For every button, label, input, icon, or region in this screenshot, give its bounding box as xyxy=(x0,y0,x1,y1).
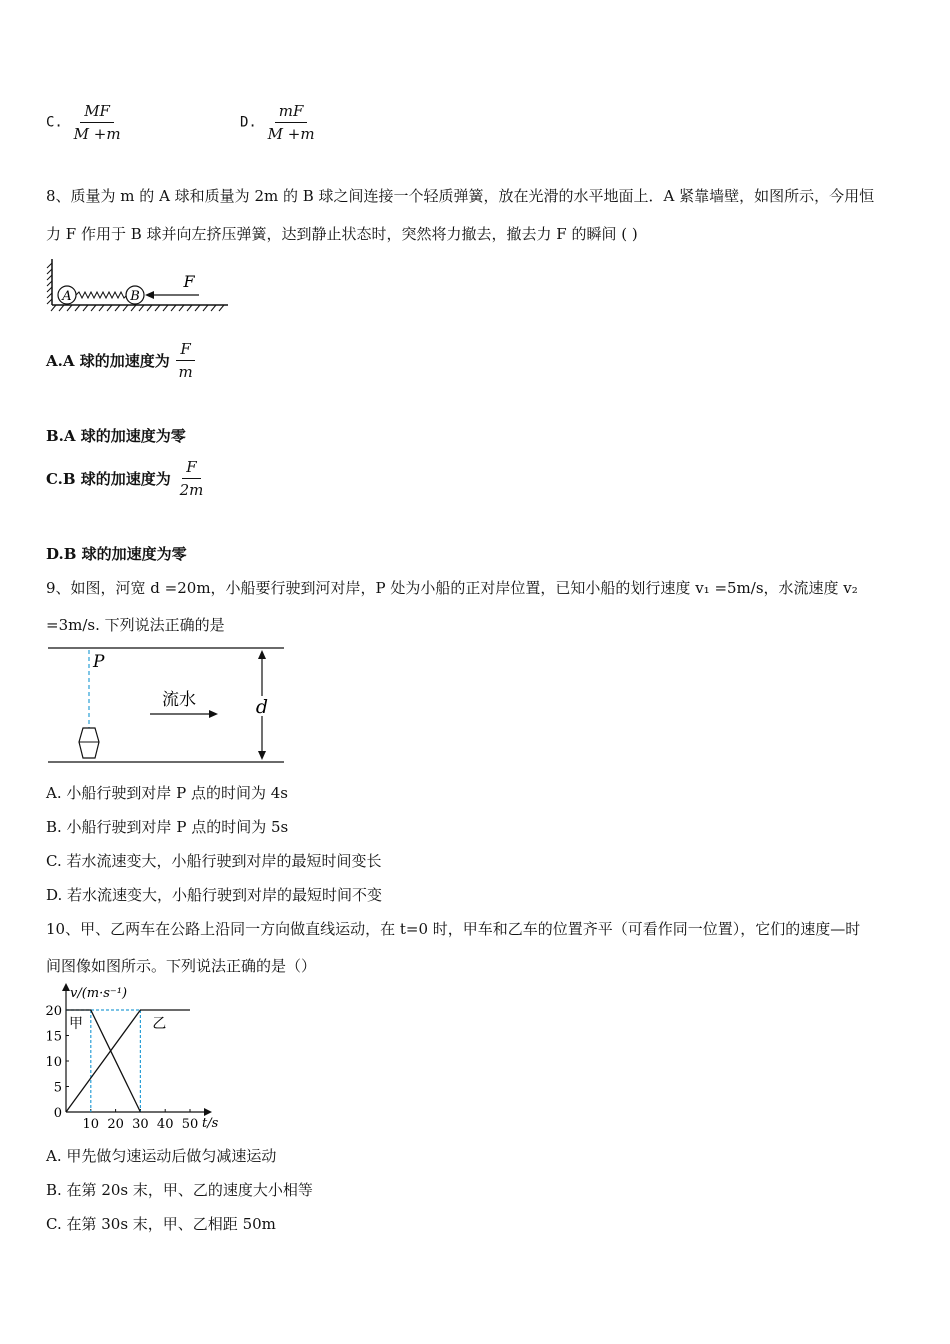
q10-option-c: C. 在第 30s 末，甲、乙相距 50m xyxy=(46,1215,276,1233)
force-label: F xyxy=(183,272,195,291)
q9-river-figure xyxy=(44,644,288,768)
chart-xlabel: t/s xyxy=(202,1116,219,1131)
y-tick-label: 5 xyxy=(53,1080,62,1096)
q8-spring-figure xyxy=(44,255,234,317)
x-tick-label: 30 xyxy=(132,1117,149,1132)
flow-arrowhead xyxy=(209,710,218,718)
q7-option-d-label: D. xyxy=(240,114,257,131)
flow-label: 流水 xyxy=(162,690,196,710)
q10-option-b: B. 在第 20s 末，甲、乙的速度大小相等 xyxy=(46,1181,313,1199)
q7-option-d xyxy=(240,102,319,143)
y-tick-label: 0 xyxy=(53,1106,62,1121)
q7-option-d-num: mF xyxy=(275,102,308,123)
x-tick-label: 50 xyxy=(181,1117,199,1132)
q8-option-a-den: m xyxy=(178,363,193,381)
q8-stem-line2: 力 F 作用于 B 球并向左挤压弹簧，达到静止状态时，突然将力撤去，撤去力 F 的瞬间 ( ) xyxy=(46,225,638,243)
q8-option-c-text: C.B 球的加速度为 xyxy=(46,470,171,488)
q8-option-a-num: F xyxy=(176,340,194,361)
ball-a-label: A xyxy=(62,289,72,304)
y-tick-label: 10 xyxy=(45,1055,62,1070)
q7-option-d-den: M +m xyxy=(267,125,315,143)
q8-option-a-text: A.A 球的加速度为 xyxy=(46,352,170,370)
q7-option-c xyxy=(46,102,125,143)
q8-option-c-den: 2m xyxy=(179,481,204,499)
q8-option-b-text: B.A 球的加速度为零 xyxy=(46,427,186,445)
series-label-yi: 乙 xyxy=(152,1016,167,1032)
q9-stem-line1: 9、如图，河宽 d =20m，小船要行驶到河对岸，P 处为小船的正对岸位置，已知小船的划行速度 v₁ =5m/s，水流速度 v₂ xyxy=(46,579,858,597)
q8-option-c xyxy=(46,458,207,499)
q8-option-a xyxy=(46,340,197,381)
q8-stem-line1: 8、质量为 m 的 A 球和质量为 2m 的 B 球之间连接一个轻质弹簧，放在光滑的水平地面上．A 紧靠墙壁，如图所示，今用恒 xyxy=(46,187,875,205)
q8-option-d-text: D.B 球的加速度为零 xyxy=(46,545,187,563)
spring xyxy=(76,292,127,298)
point-p-label: P xyxy=(93,652,105,672)
q8-option-c-num: F xyxy=(182,458,200,479)
q9-option-c: C. 若水流速变大，小船行驶到对岸的最短时间变长 xyxy=(46,852,382,870)
series-line-yi xyxy=(66,1010,190,1112)
q10-option-a: A. 甲先做匀速运动后做匀减速运动 xyxy=(46,1147,277,1165)
q7-option-c-den: M +m xyxy=(73,125,121,143)
ball-b-label: B xyxy=(130,289,140,304)
q10-stem-line2: 间图像如图所示。下列说法正确的是（） xyxy=(46,957,317,975)
width-d-label: d xyxy=(255,696,269,718)
chart-ylabel: v/(m·s⁻¹) xyxy=(70,986,128,1001)
q7-option-c-label: C. xyxy=(46,114,63,131)
q8-option-c-fraction xyxy=(176,458,208,499)
q10-stem-line1: 10、甲、乙两车在公路上沿同一方向做直线运动，在 t=0 时，甲车和乙车的位置齐平（可看作同一位置），它们的速度—时 xyxy=(46,920,861,938)
force-arrowhead xyxy=(145,291,154,299)
q10-velocity-time-chart xyxy=(40,980,230,1132)
q7-option-c-num: MF xyxy=(80,102,114,123)
q9-option-a: A. 小船行驶到对岸 P 点的时间为 4s xyxy=(46,784,289,802)
x-axis-arrowhead xyxy=(204,1108,212,1116)
q8-option-a-fraction xyxy=(175,340,197,381)
x-tick-label: 40 xyxy=(156,1117,174,1132)
q9-option-d: D. 若水流速变大，小船行驶到对岸的最短时间不变 xyxy=(46,886,383,904)
q7-option-d-fraction xyxy=(264,102,319,143)
q7-option-c-fraction xyxy=(70,102,125,143)
y-tick-label: 15 xyxy=(45,1029,62,1045)
y-tick-label: 20 xyxy=(45,1004,62,1019)
q8-option-b xyxy=(46,425,186,446)
y-axis-arrowhead xyxy=(62,983,70,991)
series-label-jia: 甲 xyxy=(69,1016,83,1032)
q9-stem-line2: =3m/s. 下列说法正确的是 xyxy=(46,616,225,634)
x-tick-label: 20 xyxy=(107,1117,124,1132)
x-tick-label: 10 xyxy=(82,1117,100,1132)
q8-option-d xyxy=(46,543,187,564)
q9-option-b: B. 小船行驶到对岸 P 点的时间为 5s xyxy=(46,818,289,836)
boat-icon xyxy=(79,728,99,758)
